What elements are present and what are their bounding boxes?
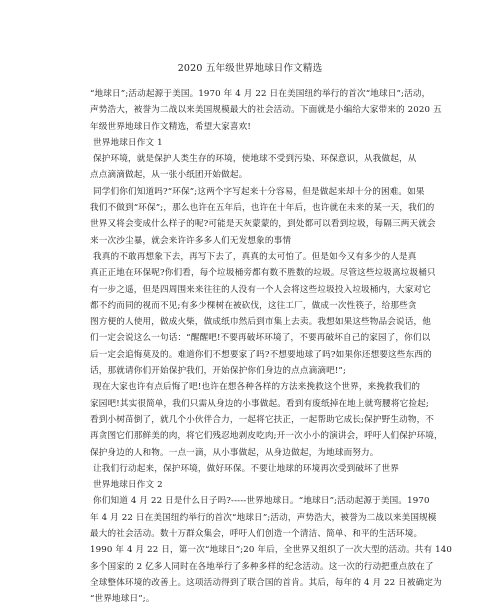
text-line: 保护环境，就是保护人类生存的环境，使地球不受到污染、环保意识，从我做起，从 [93,154,417,165]
page-title: 2020 五年级世界地球日作文精选 [177,63,323,74]
text-line: “世界地球日”;。 [90,594,155,605]
text-line: “地球日”;活动起源于美国。1970 年 4 月 22 日在美国纽约举行的首次“地球日”;活动， [90,89,431,99]
text-line: 话，那就请你们开始保护我们，开始保护你们身边的点点滴滴吧!”; [90,366,347,377]
text-line: 图方便的人使用，做成火柴，做成纸巾然后到市集上去卖。我想如果这些物品会说话，他 [90,317,432,328]
text-line: 多个国家的 2 亿多人同时在各地举行了多种多样的纪念活动。这一次的行动把重点放在了 [90,561,434,572]
text-line: 保护身边的人和物。一点一滴，从小事做起，从身边做起，为地球而努力。 [90,447,379,458]
text-line: 同学们你们知道吗?“环保”;这两个字写起来十分容易，但是做起来却十分的困难。如果 [93,186,425,197]
text-line: 全球整体环境的改善上。这项活动得到了联合国的首肯。其后，每年的 4 月 22 日被确定为 [90,577,442,588]
text-line: 都不约而同的视而不见;有多少棵树在被砍伐，这往工厂，做成一次性筷子，给那些贪 [90,300,417,311]
text-line: 后一定会追悔莫及的。难道你们不想要家了吗?不想要地球了吗?如果你还想要这些东西的 [90,349,432,360]
text-line: 有一步之遥，但是四周围来来往往的人没有一个人会将这些垃圾投入垃圾桶内，大家对它 [90,284,432,295]
text-line: 声势浩大，被誉为二战以来美国规模最大的社会活动。下面就是小编给大家带来的 2020 五 [90,105,442,116]
text-line: 1990 年 4 月 22 日，第一次“地球日”;20 年后，全世界又组织了一次大型的活动。共有 140 [90,545,453,556]
text-line: 来一次沙尘暴，就会来许许多多人们无发想象的事情 [90,235,292,246]
text-line: 让我们行动起来，保护环境，做好环保。不要让地球的环境再次受到破坏了世界 [93,463,400,474]
text-line: 你们知道 4 月 22 日是什么日子吗?-----世界地球日。“地球日”;活动起源于美国。1970 [93,496,430,507]
text-line: 我真的不敢再想象下去，再写下去了，真真的太可怕了。但是如今又有多少的人是真 [93,251,417,262]
text-line: 看到小树苗倒了，就几个小伙伴合力，一起将它扶正，一起帮助它成长;保护野生动物，不 [90,414,435,425]
text-line: 我们不做到“环保”;，那么也许在五年后，也许在十年后，也许就在未来的某一天，我们的 [90,203,435,214]
text-line: 真正正地在环保呢?你们看，每个垃圾桶旁都有数不胜数的垃圾。尽管这些垃圾离垃圾桶只 [90,268,436,279]
section-heading: 世界地球日作文 1 [93,137,163,148]
text-line: 再贪图它们那鲜美的肉，将它们残忍地剥皮吃肉;开一次小小的演讲会，呼吁人们保护环境， [90,431,443,442]
text-line: 们一定会说这么一句话：“醒醒吧!不要再破坏环境了，不要再破坏自己的家园了，你们以 [90,333,431,344]
text-line: 最大的社会活动。数十万群众集会，呼吁人们创造一个清洁、简单、和平的生活环境。 [90,529,423,540]
article-body [90,86,453,608]
text-line: 年 4 月 22 日在美国纽约举行的首次“地球日”;活动，声势浩大，被誉为二战以来美国规模 [90,512,437,523]
section-heading: 世界地球日作文 2 [93,480,163,491]
text-line: 现在大家也许有点后悔了吧!也许在想各种各样的方法来挽救这个世界，来挽救我们的 [93,382,421,393]
text-line: 世界又将会变成什么样子的呢?可能是天灰蒙蒙的，到处都可以看到垃圾，每隔三两天就会 [90,219,436,230]
text-line: 点点滴滴做起，从一张小纸团开始做起。 [90,170,248,181]
text-line: 家园吧!其实很简单，我们只需从身边的小事做起。看到有废纸掉在地上就弯腰将它捡起; [90,398,429,409]
text-line: 年级世界地球日作文精选，希望大家喜欢! [90,121,251,132]
